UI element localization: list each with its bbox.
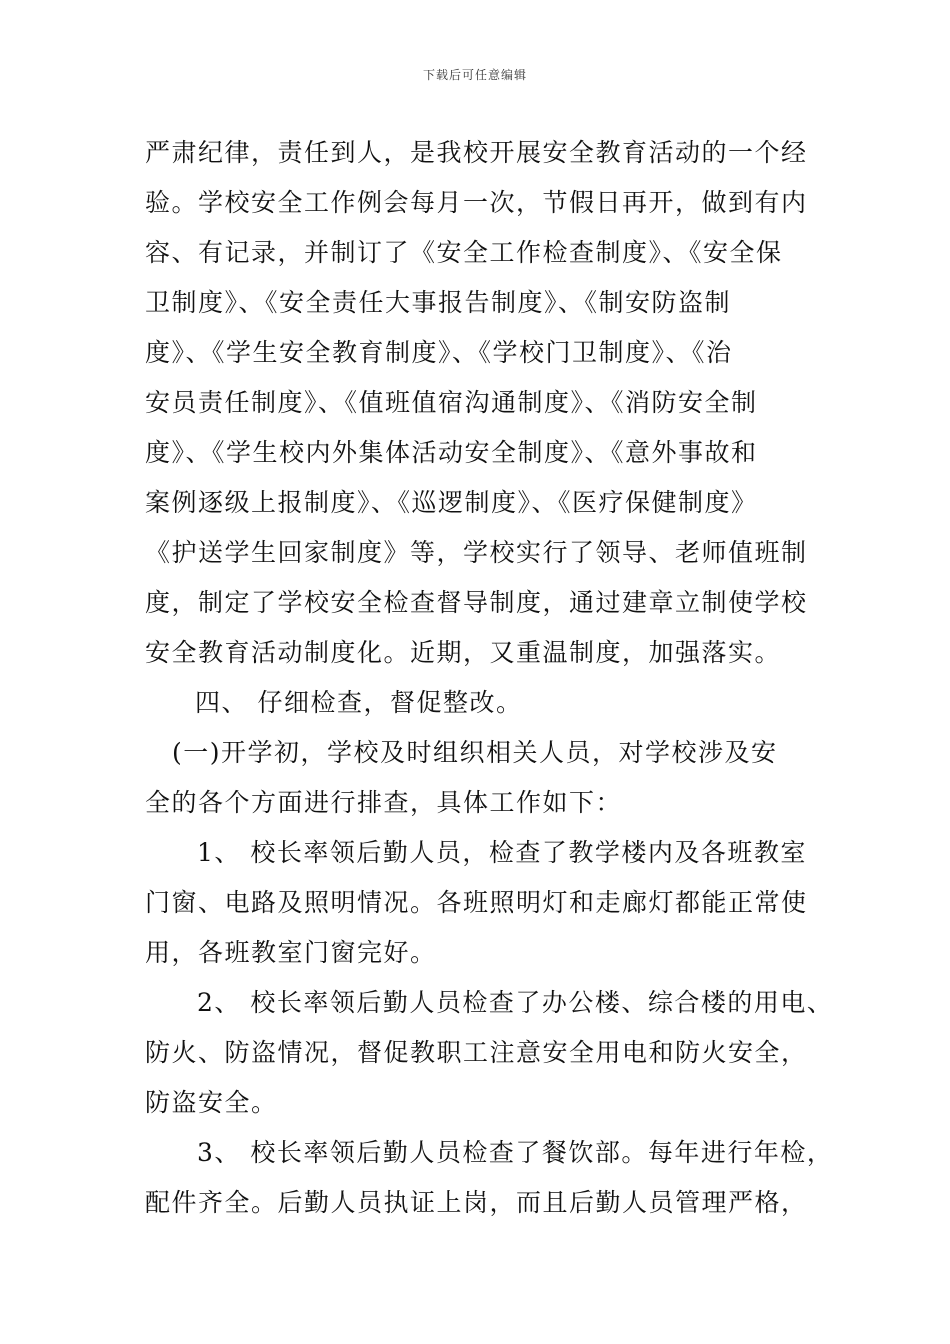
paragraph-line: 卫制度》、《安全责任大事报告制度》、《制安防盗制 [145, 288, 732, 317]
paragraph-line: 《护送学生回家制度》等，学校实行了领导、老师值班制 [145, 538, 808, 567]
paragraph-line: (一)开学初，学校及时组织相关人员，对学校涉及安 [172, 738, 778, 767]
paragraph-line: 安员责任制度》、《值班值宿沟通制度》、《消防安全制 [145, 388, 758, 417]
paragraph-line: 配件齐全。后勤人员执证上岗，而且后勤人员管理严格， [145, 1188, 808, 1217]
paragraph-line: 防火、防盗情况，督促教职工注意安全用电和防火安全， [145, 1038, 808, 1067]
page-header: 下载后可任意编辑 [422, 68, 527, 82]
paragraph-line: 验。学校安全工作例会每月一次，节假日再开，做到有内 [145, 188, 808, 217]
paragraph-line: 严肃纪律，责任到人，是我校开展安全教育活动的一个经 [145, 138, 808, 167]
paragraph-line: 容、有记录，并制订了《安全工作检查制度》、《安全保 [145, 238, 783, 267]
paragraph-line: 度》、《学生安全教育制度》、《学校门卫制度》、《治 [145, 338, 733, 367]
paragraph-line: 门窗、电路及照明情况。各班照明灯和走廊灯都能正常使 [145, 888, 808, 917]
section-heading: 四、 仔细检查，督促整改。 [195, 688, 523, 717]
paragraph-line: 全的各个方面进行排查，具体工作如下： [145, 788, 623, 817]
paragraph-line: 防盗安全。 [145, 1088, 278, 1117]
paragraph-line: 安全教育活动制度化。近期，又重温制度，加强落实。 [145, 638, 782, 667]
list-item-line: 3、 校长率领后勤人员检查了餐饮部。每年进行年检， [197, 1138, 834, 1167]
paragraph-line: 度，制定了学校安全检查督导制度，通过建章立制使学校 [145, 588, 808, 617]
document-body [145, 128, 834, 1228]
list-item-line: 1、 校长率领后勤人员，检查了教学楼内及各班教室 [197, 838, 807, 867]
list-item-line: 2、 校长率领后勤人员检查了办公楼、综合楼的用电、 [197, 988, 834, 1017]
paragraph-line: 案例逐级上报制度》、《巡逻制度》、《医疗保健制度》 [145, 488, 758, 517]
paragraph-line: 度》、《学生校内外集体活动安全制度》、《意外事故和 [145, 438, 758, 467]
paragraph-line: 用，各班教室门窗完好。 [145, 938, 437, 967]
